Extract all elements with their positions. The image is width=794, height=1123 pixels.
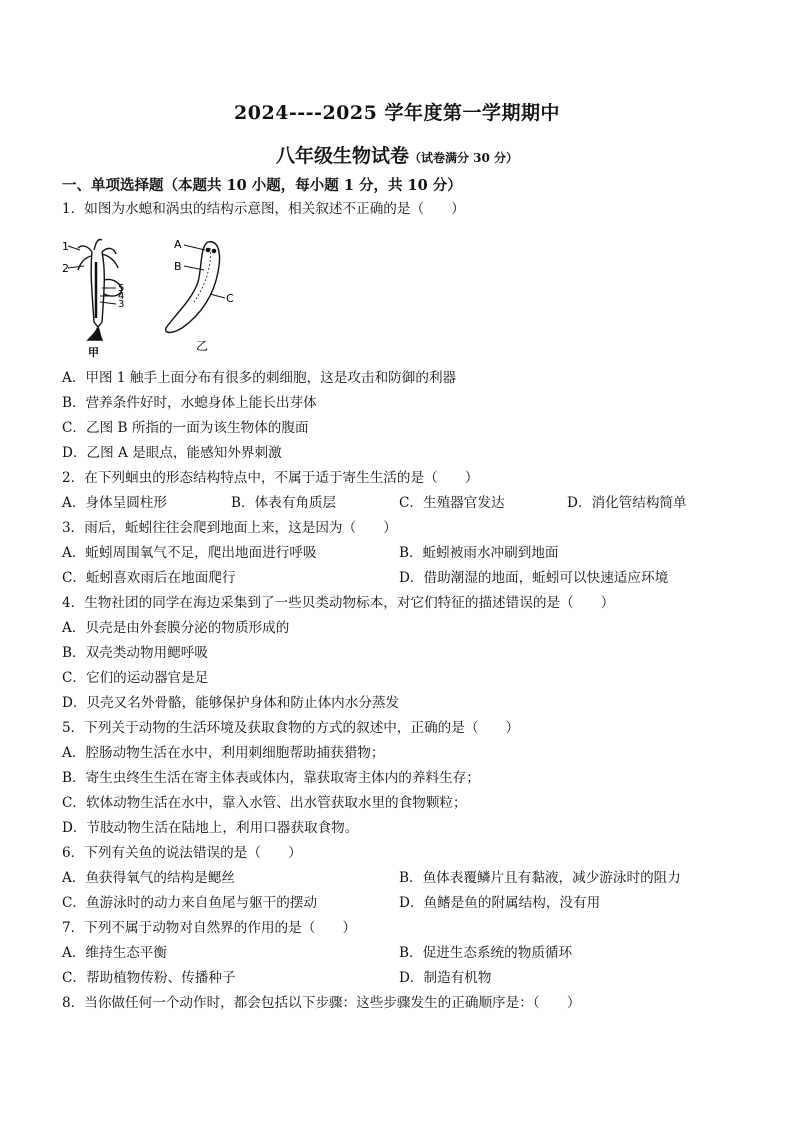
q6-option-d: D．鱼鳍是鱼的附属结构，没有用 (399, 895, 601, 911)
planarian-label-a: A (174, 238, 182, 251)
exam-subtitle (0, 141, 794, 168)
hydra-label-4: 4 (118, 291, 125, 302)
q6-option-c: C．鱼游泳时的动力来自鱼尾与躯干的摆动 (62, 895, 318, 911)
question-6-stem: 6．下列有关鱼的说法错误的是（ ） (62, 845, 302, 861)
question-3-stem: 3．雨后，蚯蚓往往会爬到地面上来，这是因为（ ） (62, 520, 397, 536)
q4-option-b: B．双壳类动物用鳃呼吸 (62, 645, 208, 661)
q1-option-a: A．甲图 1 触手上面分布有很多的刺细胞，这是攻击和防御的利器 (62, 370, 457, 386)
exam-title: 2024----2025 学年度第一学期期中 (234, 102, 560, 124)
q6-option-a: A．鱼获得氧气的结构是鳃丝 (62, 870, 235, 886)
q6-option-b: B．鱼体表覆鳞片且有黏液，减少游泳时的阻力 (399, 870, 681, 886)
full-score-note: （试卷满分 30 分） (408, 151, 519, 165)
q5-option-a: A．腔肠动物生活在水中，利用刺细胞帮助捕获猎物； (62, 745, 385, 761)
q1-option-d: D．乙图 A 是眼点，能感知外界刺激 (62, 445, 282, 461)
planarian-label-b: B (174, 260, 182, 273)
question-4-stem: 4．生物社团的同学在海边采集到了一些贝类动物标本，对它们特征的描述错误的是（ ） (62, 595, 615, 611)
q4-option-d: D．贝壳又名外骨骼，能够保护身体和防止体内水分蒸发 (62, 695, 400, 711)
section-heading: 一、单项选择题（本题共 10 小题，每小题 1 分，共 10 分） (62, 177, 462, 194)
q1-option-c: C．乙图 B 所指的一面为该生物体的腹面 (62, 420, 309, 436)
question-8-stem: 8．当你做任何一个动作时，都会包括以下步骤：这些步骤发生的正确顺序是：（ ） (62, 995, 581, 1011)
hydra-label-2: 2 (62, 262, 69, 275)
hydra-planarian-figure (62, 232, 252, 362)
q7-option-c: C．帮助植物传粉、传播种子 (62, 970, 236, 986)
q2-option-a: A．身体呈圆柱形 (62, 495, 167, 511)
q4-option-a: A．贝壳是由外套膜分泌的物质形成的 (62, 620, 290, 636)
q3-option-b: B．蚯蚓被雨水冲刷到地面 (399, 545, 559, 561)
q4-option-c: C．它们的运动器官是足 (62, 670, 209, 686)
q2-option-c: C．生殖器官发达 (399, 495, 505, 511)
hydra-planarian-drawing (62, 232, 252, 362)
q3-option-d: D．借助潮湿的地面，蚯蚓可以快速适应环境 (399, 570, 669, 586)
question-2-stem: 2．在下列蛔虫的形态结构特点中，不属于适于寄生生活的是（ ） (62, 470, 479, 486)
q1-option-b: B．营养条件好时，水螅身体上能长出芽体 (62, 395, 317, 411)
q5-option-c: C．软体动物生活在水中，靠入水管、出水管获取水里的食物颗粒； (62, 795, 467, 811)
q3-option-c: C．蚯蚓喜欢雨后在地面爬行 (62, 570, 236, 586)
planarian-drawing (166, 242, 225, 333)
q7-option-b: B．促进生态系统的物质循环 (399, 945, 573, 961)
planarian-caption: 乙 (196, 339, 209, 353)
exam-subtitle-text: 八年级生物试卷 (275, 145, 409, 167)
planarian-label-c: C (226, 292, 234, 305)
question-5-stem: 5．下列关于动物的生活环境及获取食物的方式的叙述中，正确的是（ ） (62, 720, 520, 736)
q5-option-d: D．节肢动物生活在陆地上，利用口器获取食物。 (62, 820, 359, 836)
hydra-label-3: 3 (118, 299, 125, 310)
hydra-caption: 甲 (88, 346, 99, 359)
q7-option-d: D．制造有机物 (399, 970, 492, 986)
hydra-label-1: 1 (62, 240, 69, 253)
q2-option-d: D．消化管结构简单 (567, 495, 687, 511)
hydra-label-5: 5 (118, 283, 125, 294)
q2-option-b: B．体表有角质层 (231, 495, 337, 511)
question-1-stem: 1．如图为水螅和涡虫的结构示意图，相关叙述不正确的是（ ） (62, 201, 465, 217)
question-7-stem: 7．下列不属于动物对自然界的作用的是（ ） (62, 920, 357, 936)
q5-option-b: B．寄生虫终生生活在寄主体表或体内，靠获取寄主体内的养料生存； (62, 770, 480, 786)
hydra-drawing (68, 239, 125, 340)
q3-option-a: A．蚯蚓周围氧气不足，爬出地面进行呼吸 (62, 545, 317, 561)
q7-option-a: A．维持生态平衡 (62, 945, 167, 961)
